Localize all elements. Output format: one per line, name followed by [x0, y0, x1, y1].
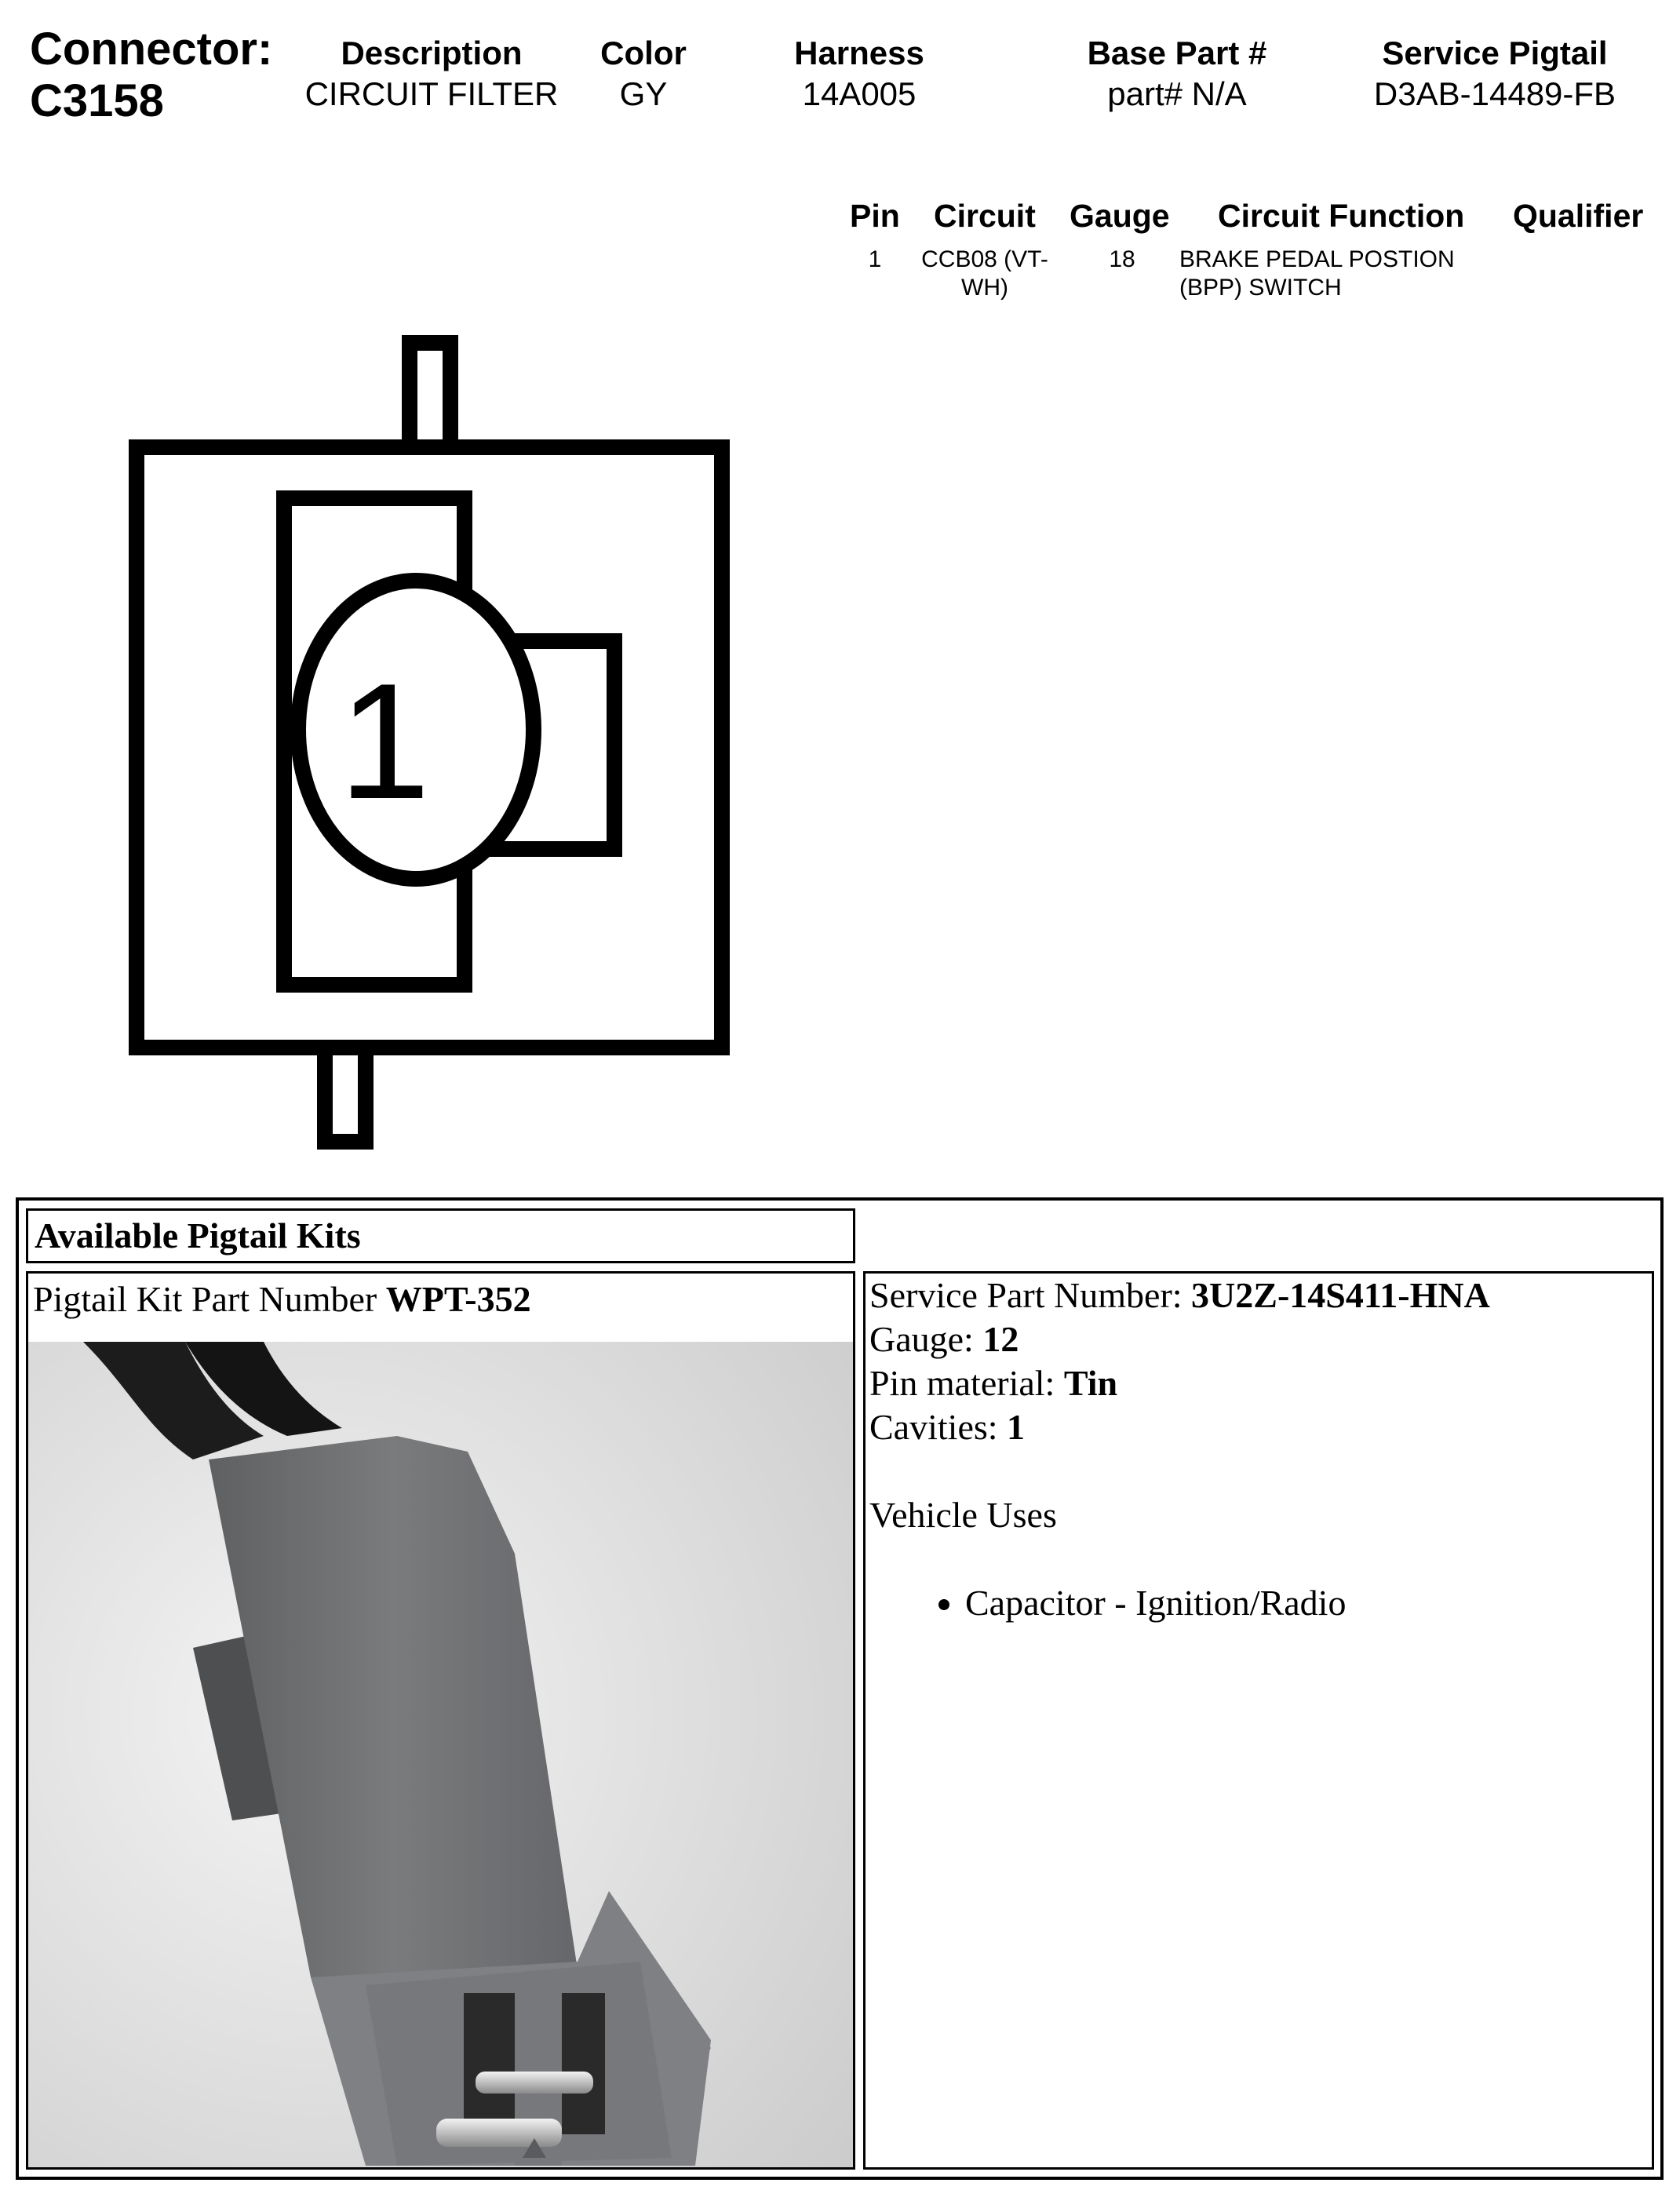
- gauge-value: 12: [982, 1319, 1019, 1359]
- service-part-number: 3U2Z-14S411-HNA: [1191, 1275, 1490, 1315]
- color-label: Color: [600, 35, 687, 71]
- connector-face-diagram: [118, 333, 745, 1150]
- vehicle-use-item: • Capacitor - Ignition/Radio: [965, 1581, 1490, 1625]
- connector-id: C3158: [30, 75, 164, 126]
- pigtail-kit-line: [33, 1277, 531, 1321]
- header-base-part: [1059, 35, 1295, 113]
- pin-material-label: Pin material:: [869, 1363, 1064, 1403]
- pin-row-function: BRAKE PEDAL POSTION (BPP) SWITCH: [1179, 246, 1455, 301]
- service-pigtail-label: Service Pigtail: [1382, 35, 1608, 71]
- qualifier-header: Qualifier: [1513, 198, 1644, 234]
- header-description: [290, 35, 573, 113]
- service-pigtail-value: D3AB-14489-FB: [1373, 75, 1616, 112]
- gauge-label: Gauge:: [869, 1319, 983, 1359]
- harness-value: 14A005: [802, 75, 917, 112]
- description-value: CIRCUIT FILTER: [304, 75, 559, 112]
- vehicle-uses-list: [869, 1581, 1490, 1625]
- service-part-line: [869, 1274, 1490, 1317]
- header-service-pigtail: [1350, 35, 1640, 113]
- pin-material-value: Tin: [1063, 1363, 1118, 1403]
- pigtail-info: [869, 1274, 1490, 1625]
- pigtail-connector-photo: [28, 1342, 853, 2167]
- top-latch: [410, 343, 450, 453]
- color-value: GY: [619, 75, 668, 112]
- header-harness: [769, 35, 949, 113]
- circuit-header: Circuit: [934, 198, 1036, 234]
- description-label: Description: [341, 35, 523, 71]
- base-part-label: Base Part #: [1087, 35, 1267, 71]
- service-part-label: Service Part Number:: [869, 1275, 1192, 1315]
- kit-label: Pigtail Kit Part Number: [33, 1279, 386, 1319]
- function-header: Circuit Function: [1218, 198, 1465, 234]
- gauge-line: [869, 1317, 1490, 1361]
- cavities-line: [869, 1405, 1490, 1449]
- pin-material-line: [869, 1361, 1490, 1405]
- pigtail-section-title-cell: [26, 1208, 855, 1263]
- pin-row-gauge: 18: [1109, 246, 1135, 272]
- pin-row-pin: 1: [868, 246, 882, 272]
- vehicle-uses-label: Vehicle Uses: [869, 1495, 1057, 1535]
- pin-1-number: 1: [338, 649, 431, 833]
- kit-number: WPT-352: [385, 1279, 531, 1319]
- pigtail-section-title: Available Pigtail Kits: [35, 1215, 361, 1255]
- header-color: [581, 35, 706, 113]
- gauge-header: Gauge: [1070, 198, 1170, 234]
- bottom-latch: [325, 1048, 366, 1142]
- cavities-value: 1: [1007, 1407, 1026, 1447]
- connector-label: Connector:: [30, 24, 273, 75]
- cavities-label: Cavities:: [869, 1407, 1008, 1447]
- base-part-value: part# N/A: [1107, 75, 1247, 112]
- pin-row-circuit: CCB08 (VT-WH): [921, 246, 1048, 301]
- harness-label: Harness: [794, 35, 924, 71]
- pin-header: Pin: [850, 198, 900, 234]
- connector-title: [30, 24, 272, 127]
